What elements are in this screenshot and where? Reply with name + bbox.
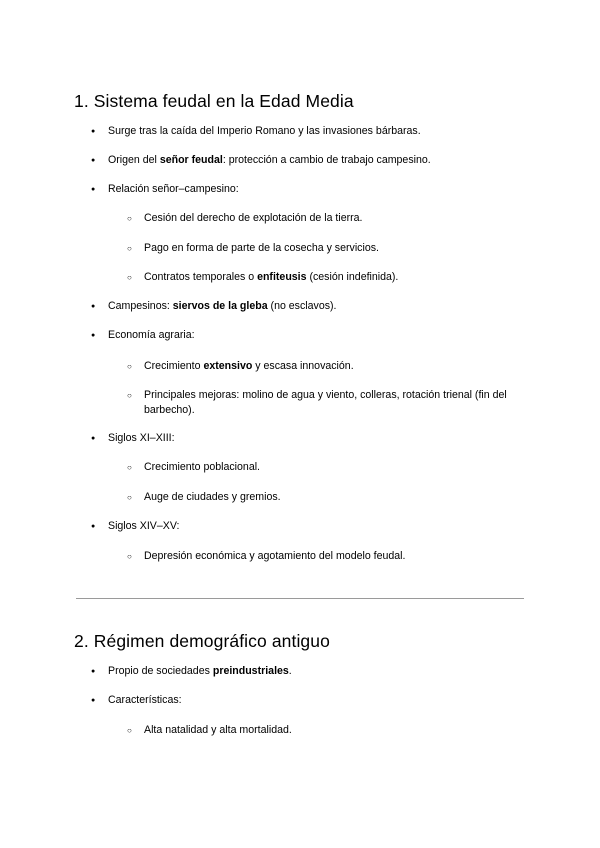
section-1-heading: 1. Sistema feudal en la Edad Media (74, 91, 354, 111)
list-item: ● Origen del señor feudal: protección a cambio de trabajo campesino. (108, 153, 431, 168)
section-2-heading: 2. Régimen demográfico antiguo (74, 631, 330, 651)
list-item: ● Surge tras la caída del Imperio Romano y las invasiones bárbaras. (108, 124, 421, 139)
sub-list-item: ○ Auge de ciudades y gremios. (144, 490, 281, 505)
sub-list-item: ○ Principales mejoras: molino de agua y viento, colleras, rotación trienal (fin del barbecho). (144, 388, 528, 418)
sub-list-item: ○ Crecimiento poblacional. (144, 460, 260, 475)
sub-list-item: ○ Depresión económica y agotamiento del modelo feudal. (144, 549, 405, 564)
sub-list-item: ○ Pago en forma de parte de la cosecha y servicios. (144, 241, 379, 256)
list-item: ● Relación señor–campesino: (108, 182, 239, 197)
sub-list-item: ○ Crecimiento extensivo y escasa innovación. (144, 359, 354, 374)
list-item: ● Siglos XIV–XV: (108, 519, 179, 534)
section-divider (76, 598, 524, 599)
sub-list-item: ○ Cesión del derecho de explotación de la tierra. (144, 211, 363, 226)
sub-list-item: ○ Contratos temporales o enfiteusis (cesión indefinida). (144, 270, 398, 285)
list-item: ● Campesinos: siervos de la gleba (no esclavos). (108, 299, 336, 314)
list-item: ● Características: (108, 693, 182, 708)
list-item: ● Propio de sociedades preindustriales. (108, 664, 292, 679)
sub-list-item: ○ Alta natalidad y alta mortalidad. (144, 723, 292, 738)
list-item: ● Siglos XI–XIII: (108, 431, 175, 446)
list-item: ● Economía agraria: (108, 328, 195, 343)
